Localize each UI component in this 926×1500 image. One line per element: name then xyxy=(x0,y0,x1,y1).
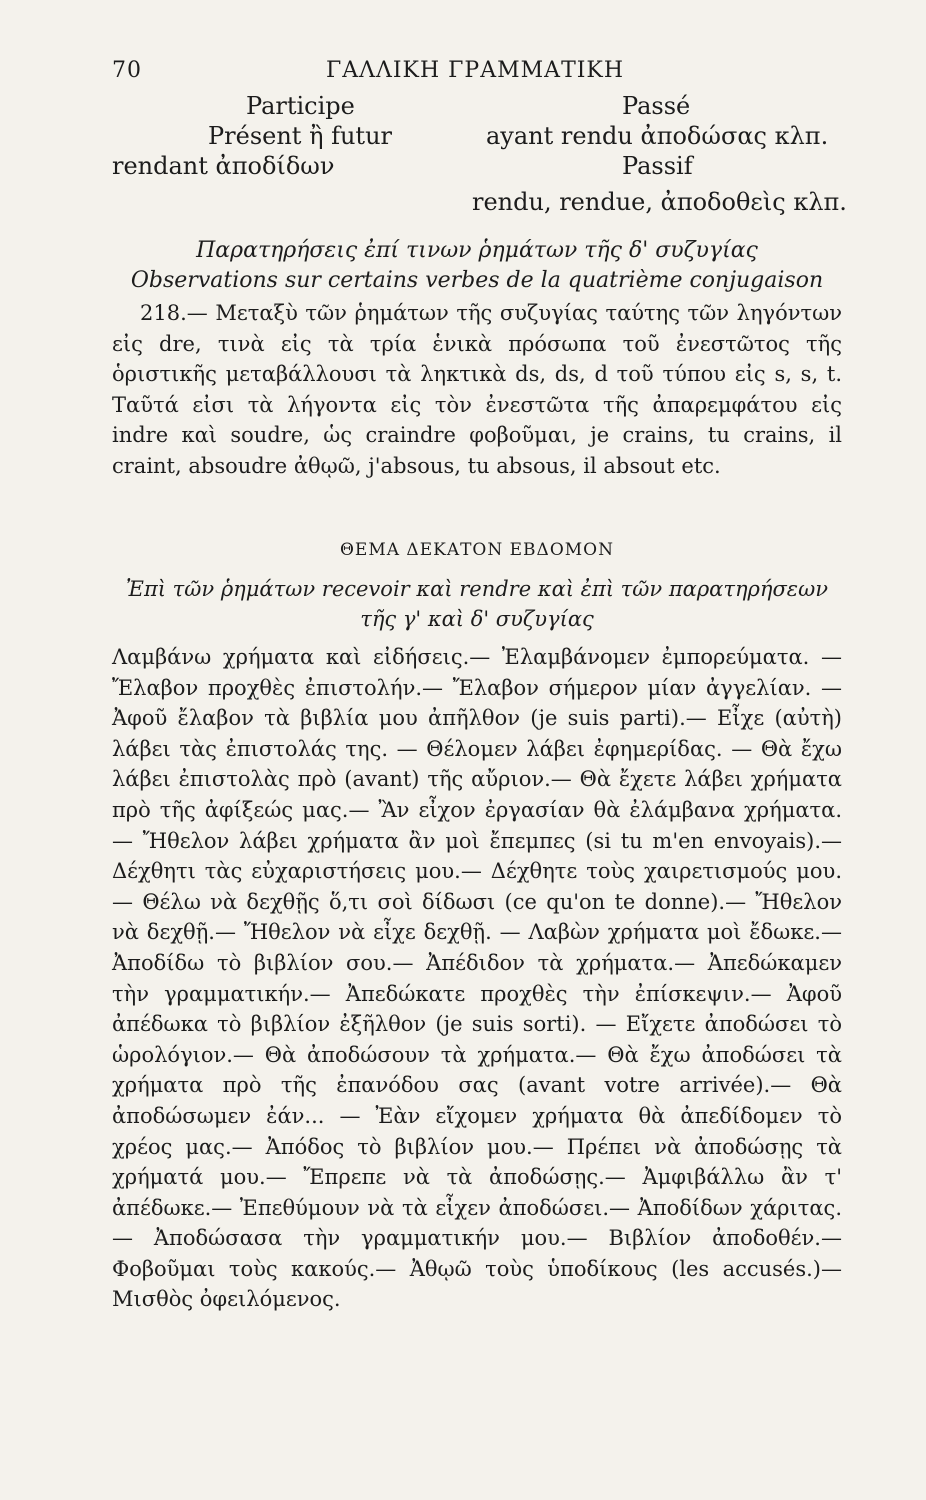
observations-greek-title: Παρατηρήσεις ἐπί τινων ῥημάτων τῆς δ' συζυγίας xyxy=(196,238,758,263)
observations-heading xyxy=(112,236,842,296)
rendu-rendue-form: rendu, rendue, ἀποδοθεὶς κλπ. xyxy=(472,188,847,216)
page-header xyxy=(112,58,838,88)
passif-label: Passif xyxy=(622,152,693,180)
paragraph-218-text: 218.— Μεταξὺ τῶν ῥημάτων τῆς συζυγίας ταύτης τῶν ληγόντων εἰς dre, τινὰ εἰς τὰ τρία ἑνικὰ πρόσωπα τοῦ ἐνεστῶτος τῆς ὁριστικῆς μεταβάλλουσι τὰ ληκτικὰ ds, ds, d τοῦ τύπου εἰς s, s, t. Ταῦτά εἰσι τὰ λήγοντα εἰς τὸν ἐνεστῶτα τῆς ἀπαρεμφάτου εἰς indre καὶ soudre, ὡς craindre φοβοῦμαι, je crains, tu crains, il craint, absoudre ἀθῳῶ, j'absous, tu absous, il absout etc. xyxy=(112,301,842,478)
theme-subheading: Ἐπὶ τῶν ῥημάτων recevoir καὶ rendre καὶ ἐπὶ τῶν παρατηρήσεων τῆς γ' καὶ δ' συζυγίας xyxy=(126,577,828,631)
present-futur-label: Présent ἢ futur xyxy=(208,122,392,150)
participe-label: Participe xyxy=(246,92,355,120)
paradigm-row-1 xyxy=(112,92,842,122)
paragraph-218 xyxy=(112,298,842,482)
rendant-form: rendant ἀποδίδων xyxy=(112,152,335,180)
paradigm-row-4 xyxy=(112,188,847,218)
paradigm-row-3 xyxy=(112,152,842,182)
theme-heading: ΘΕΜΑ ΔΕΚΑΤΟΝ ΕΒΔΟΜΟΝ xyxy=(340,540,614,560)
theme-exercise xyxy=(112,642,842,1315)
conjugation-paradigm xyxy=(112,92,847,218)
theme-exercise-text: Λαμβάνω χρήματα καὶ εἰδήσεις.— Ἐλαμβάνομεν ἐμπορεύματα. — Ἔλαβον προχθὲς ἐπιστολήν.— Ἔλαβον σήμερον μίαν ἀγγελίαν. — Ἀφοῦ ἔλαβον τὰ βιβλία μου ἀπῆλθον (je suis parti).— Εἶχε (αὐτὴ) λάβει τὰς ἐπιστολάς της. — Θέλομεν λάβει ἐφημερίδας. — Θὰ ἔχω λάβει ἐπιστολὰς πρὸ (avant) τῆς αὔριον.— Θὰ ἔχετε λάβει χρήματα πρὸ τῆς ἀφίξεώς μας.— Ἂν εἶχον ἐργασίαν θὰ ἐλάμβανα χρήματα.— Ἤθελον λάβει χρήματα ἂν μοὶ ἔπεμπες (si tu m'en envoyais).— Δέχθητι τὰς εὐχαριστήσεις μου.— Δέχθητε τοὺς χαιρετισμούς μου.— Θέλω νὰ δεχθῇς ὅ,τι σοὶ δίδωσι (ce qu'on te donne).— Ἤθελον νὰ δεχθῇ.— Ἤθελον νὰ εἶχε δεχθῇ. — Λαβὼν χρήματα μοὶ ἔδωκε.— Ἀποδίδω τὸ βιβλίον σου.— Ἀπέδιδον τὰ χρήματα.— Ἀπεδώκαμεν τὴν γραμματικήν.— Ἀπεδώκατε προχθὲς τὴν ἐπίσκεψιν.— Ἀφοῦ ἀπέδωκα τὸ βιβλίον ἐξῆλθον (je suis sorti). — Εἴχετε ἀποδώσει τὸ ὡρολόγιον.— Θὰ ἀποδώσουν τὰ χρήματα.— Θὰ ἔχω ἀποδώσει τὰ χρήματα πρὸ τῆς ἐπανόδου σας (avant votre arrivée).— Θὰ ἀποδώσωμεν ἐάν... — Ἐὰν εἴχομεν χρήματα θὰ ἀπεδίδομεν τὸ χρέος μας.— Ἀπόδος τὸ βιβλίον μου.— Πρέπει νὰ ἀποδώσῃς τὰ χρήματά μου.— Ἔπρεπε νὰ τὰ ἀποδώσῃς.— Ἀμφιβάλλω ἂν τ' ἀπέδωκε.— Ἐπεθύμουν νὰ τὰ εἶχεν ἀποδώσει.— Ἀποδίδων χάριτας.— Ἀποδώσασα τὴν γραμματικήν μου.— Βιβλίον ἀποδοθέν.— Φοβοῦμαι τοὺς κακούς.— Ἀθῳῶ τοὺς ὑποδίκους (les accusés.)— Μισθὸς ὀφειλόμενος. xyxy=(112,645,842,1312)
ayant-rendu-form: ayant rendu ἀποδώσας κλπ. xyxy=(486,122,829,150)
paradigm-row-2 xyxy=(112,122,842,152)
passe-label: Passé xyxy=(622,92,691,120)
running-title: ΓΑΛΛΙΚΗ ΓΡΑΜΜΑΤΙΚΗ xyxy=(325,58,625,83)
page-number: 70 xyxy=(112,58,142,83)
observations-french-title: Observations sur certains verbes de la quatrième conjugaison xyxy=(130,268,824,293)
